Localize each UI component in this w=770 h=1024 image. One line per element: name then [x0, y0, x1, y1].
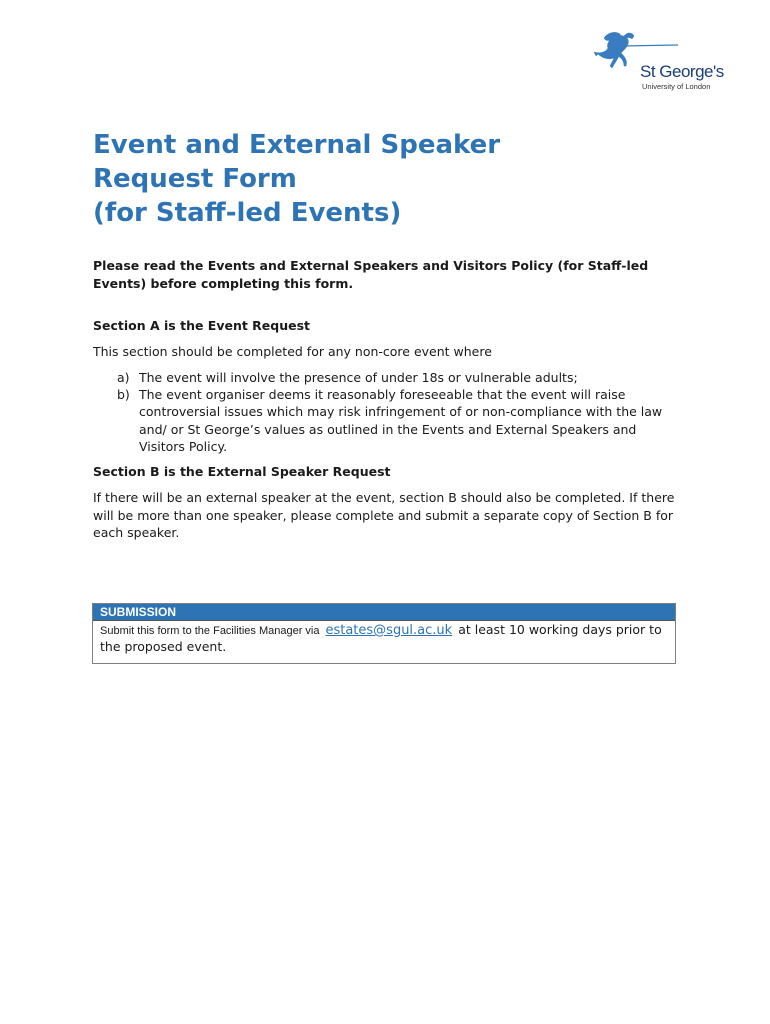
list-marker: a): [117, 370, 130, 385]
section-b-description: If there will be an external speaker at the event, section B should also be completed. If there will be more than one speaker, please complete and submit a separate copy of Section B for each speaker.: [93, 490, 675, 540]
list-item: [93, 386, 673, 455]
section-b-heading: Section B is the External Speaker Request: [93, 464, 391, 479]
list-item-text: The event organiser deems it reasonably foreseeable that the event will raise controversial issues which may risk infringement of or non-compliance with the law and/ or St George’s values as outlined in the Events and External Speakers and Visitors Policy.: [139, 387, 663, 454]
logo-subtitle: University of London: [642, 82, 711, 91]
section-a-heading: Section A is the Event Request: [93, 318, 311, 333]
submission-header: SUBMISSION: [93, 604, 675, 621]
policy-instruction: Please read the Events and External Speakers and Visitors Policy (for Staff-led Events) before completing this form.: [93, 258, 649, 291]
list-item-text: The event will involve the presence of under 18s or vulnerable adults;: [139, 370, 578, 385]
submission-lead-text: Submit this form to the Facilities Manager via: [100, 625, 320, 637]
section-a-description: This section should be completed for any non-core event where: [93, 344, 492, 359]
email-link[interactable]: estates@sgul.ac.uk: [325, 623, 453, 638]
list-marker: b): [117, 387, 130, 403]
title-line-1: Event and External Speaker: [93, 130, 501, 160]
page-title: [93, 128, 500, 230]
section-a-criteria-list: [93, 369, 673, 455]
submission-table: [92, 603, 676, 664]
submission-body: [93, 621, 675, 655]
title-line-2: Request Form: [93, 164, 297, 194]
list-item: [93, 369, 673, 386]
logo-name: St George's: [640, 62, 724, 81]
submission-tail-text: at least 10 working days prior to the proposed event.: [100, 622, 662, 654]
university-logo: [594, 28, 734, 94]
title-line-3: (for Staff-led Events): [93, 198, 402, 228]
